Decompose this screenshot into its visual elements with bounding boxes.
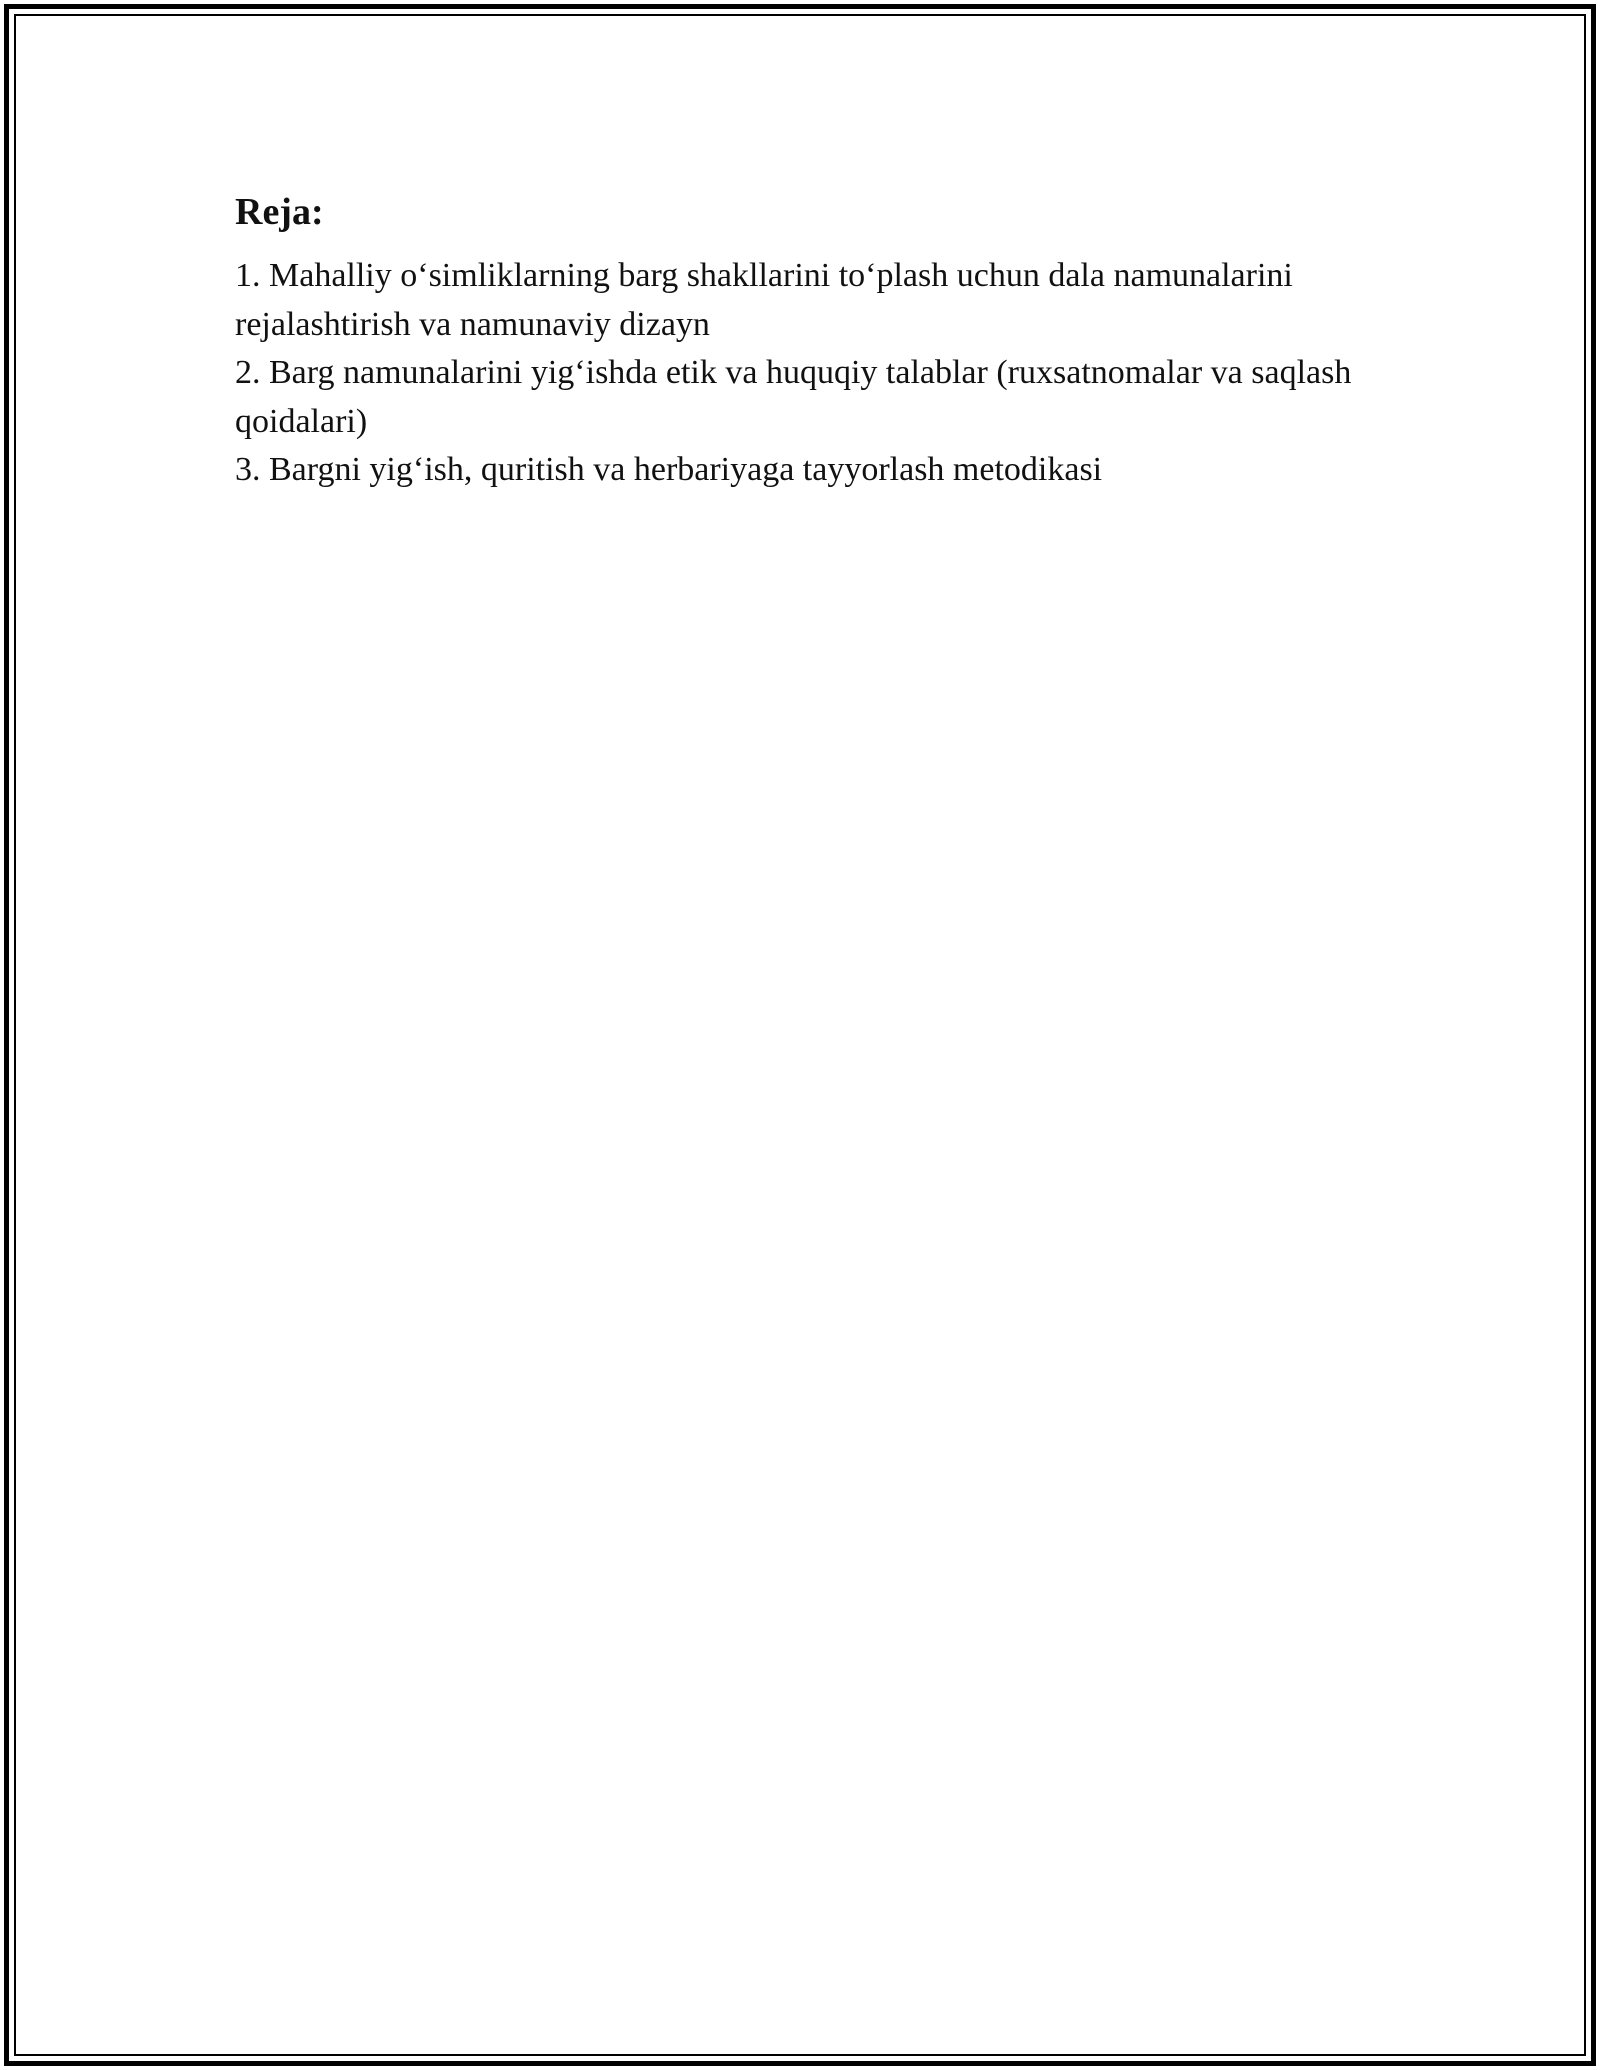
plan-item-3: 3. Bargni yig‘ish, quritish va herbariyaga tayyorlash metodikasi [235, 451, 1103, 488]
plan-heading: Reja: [235, 191, 324, 233]
plan-list [235, 252, 1365, 495]
plan-item-1: 1. Mahalliy o‘simliklarning barg shakllarini to‘plash uchun dala namunalarini rejalashtirish va namunaviy dizayn [235, 257, 1293, 343]
plan-item-2: 2. Barg namunalarini yig‘ishda etik va huquqiy talablar (ruxsatnomalar va saqlash qoidalari) [235, 354, 1352, 440]
document-body [235, 186, 1365, 495]
